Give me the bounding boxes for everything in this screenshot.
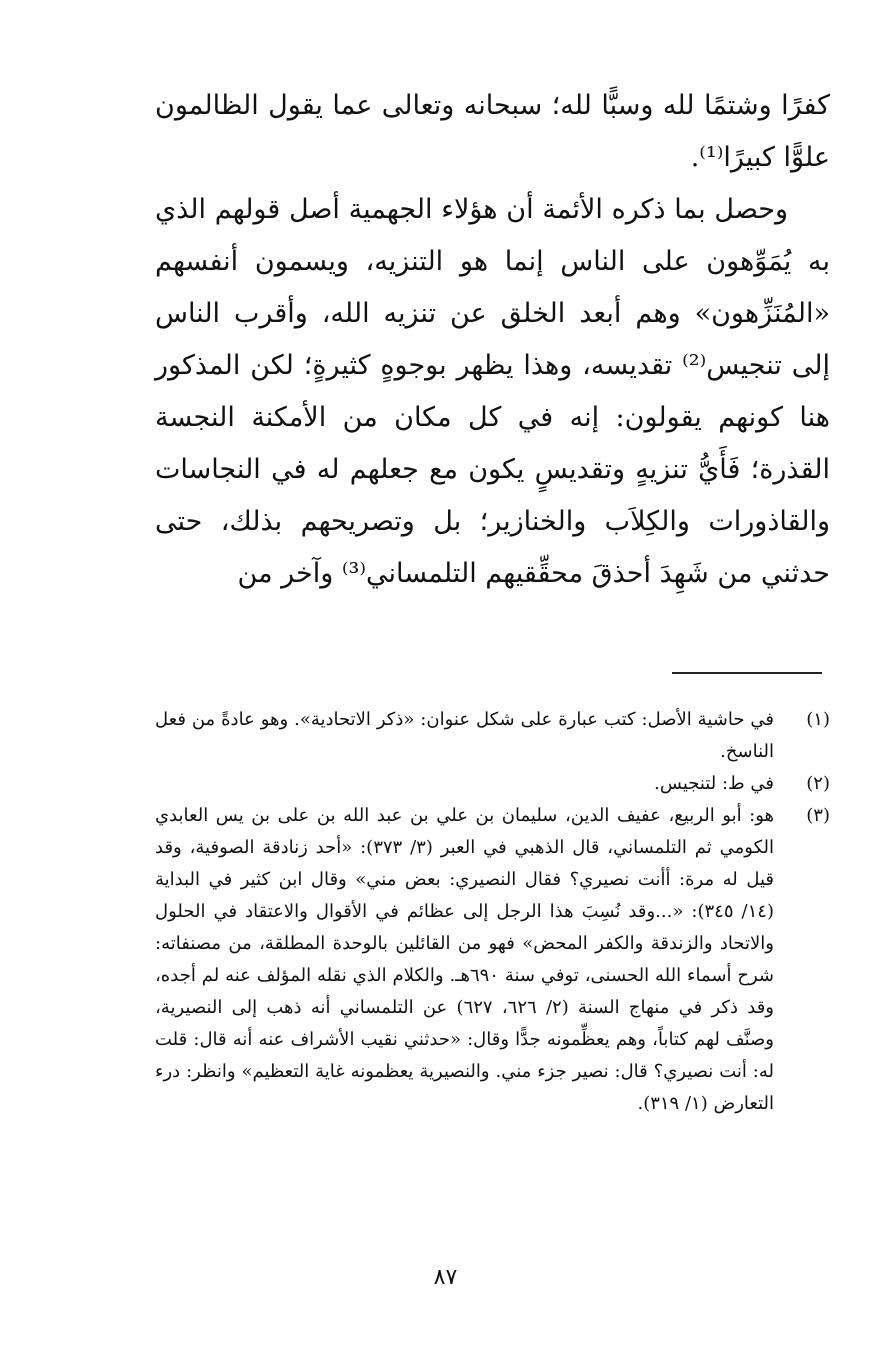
footnote-text: في ط: لتنجيس. [654, 773, 774, 794]
footnote-number: (٢) [806, 773, 830, 794]
footnote-separator [672, 672, 822, 674]
footnote-text: هو: أبو الربيع، عفيف الدين، سليمان بن علي بن عبد الله بن على بن يس العابدي الكومي ثم التلمساني، قال الذهبي في العبر (٣/ ٣٧٣): «أحد زنادقة الصوفية، وقد قيل له مرة: أأنت نصيري؟ فقال النصيري: بعض مني» وقال ابن كثير في البداية (١٤/ ٣٤٥): «...وقد نُسِبَ هذا الرجل إلى عظائم في الأقوال والاعتقاد في الحلول والاتحاد والزندقة والكفر المحض» فهو من القائلين بالوحدة المطلقة، من مصنفاته: شرح أسماء الله الحسنى، توفي سنة ٦٩٠هـ. والكلام الذي نقله المؤلف عنه لم أجده، وقد ذكر في منهاج السنة (٢/ ٦٢٦، ٦٢٧) عن التلمساني أنه ذهب إلى النصيرية، وصنَّف لهم كتاباً، وهم يعظِّمونه جدًّا وقال: «حدثني نقيب الأشراف عنه أنه قال: قلت له: أنت نصيري؟ قال: نصير جزء مني. والنصيرية يعظمونه غاية التعظيم» وانظر: درء التعارض (١/ ٣١٩). [155, 805, 774, 1114]
footnote-2 [155, 768, 830, 800]
page-number: ٨٧ [433, 1265, 458, 1290]
footnote-1 [155, 704, 830, 768]
paragraph-1: كفرًا وشتمًا لله وسبًّا لله؛ سبحانه وتعالى عما يقول الظالمون علوًّا كبيرًا⁽¹⁾. [155, 90, 830, 173]
footnotes [155, 704, 830, 1120]
paragraph-2: وحصل بما ذكره الأئمة أن هؤلاء الجهمية أصل قولهم الذي به يُمَوِّهون على الناس إنما هو التنزيه، ويسمون أنفسهم «المُنَزِّهون» وهم أبعد الخلق عن تنزيه الله، وأقرب الناس إلى تنجيس⁽²⁾ تقديسه، وهذا يظهر بوجوهٍ كثيرةٍ؛ لكن المذكور هنا كونهم يقولون: إنه في كل مكان من الأمكنة النجسة القذرة؛ فَأَيُّ تنزيهٍ وتقديسٍ يكون مع جعلهم له في النجاسات والقاذورات والكِلاَب والخنازير؛ بل وتصريحهم بذلك، حتى حدثني من شَهِدَ أحذقَ محقِّقيهم التلمساني⁽³⁾ وآخر من [155, 194, 830, 589]
footnote-3 [155, 800, 830, 1120]
footnote-number: (٣) [806, 805, 830, 826]
main-text [155, 80, 830, 600]
footnote-number: (١) [806, 709, 830, 730]
footnote-text: في حاشية الأصل: كتب عبارة على شكل عنوان: «ذكر الاتحادية». وهو عادةً من فعل الناسخ. [155, 709, 774, 762]
